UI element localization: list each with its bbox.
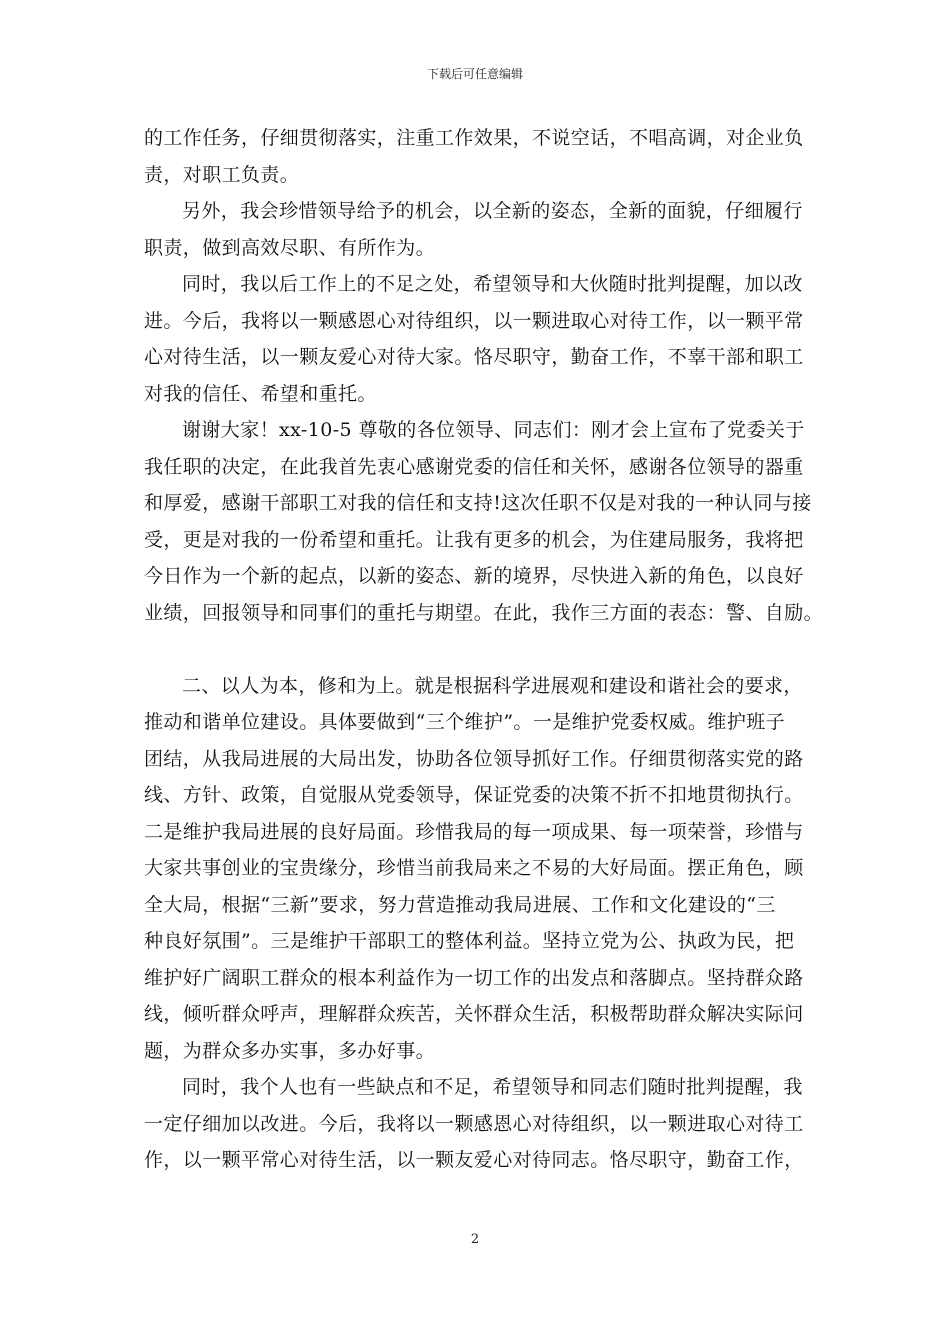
text-line: 进。今后，我将以一颗感恩心对待组织，以一颗进取心对待工作，以一颗平常 — [144, 309, 804, 332]
blank-line — [144, 631, 806, 668]
text-line: 对我的信任、希望和重托。 — [144, 382, 377, 405]
text-line: 同时，我个人也有一些缺点和不足，希望领导和同志们随时批判提醒，我 — [182, 1076, 803, 1098]
text-line: 业绩，回报领导和同事们的重托与期望。在此，我作三方面的表态：警、自励。 — [144, 601, 824, 624]
text-line: 受，更是对我的一份希望和重托。让我有更多的机会，为住建局服务，我将把 — [144, 528, 804, 551]
page-number: 2 — [470, 1232, 480, 1247]
text-line: 同时，我以后工作上的不足之处，希望领导和大伙随时批判提醒，加以改 — [182, 273, 803, 295]
text-line: 二是维护我局进展的良好局面。珍惜我局的每一项成果、每一项荣誉，珍惜与 — [144, 820, 804, 843]
paragraph — [144, 412, 824, 631]
paragraph — [144, 193, 806, 266]
paragraph — [144, 266, 806, 412]
text-line: 一定仔细加以改进。今后，我将以一颗感恩心对待组织，以一颗进取心对待工 — [144, 1112, 804, 1135]
text-line: 种良好氛围”。三是维护干部职工的整体利益。坚持立党为公、执政为民，把 — [144, 930, 795, 952]
text-line: 心对待生活，以一颗友爱心对待大家。恪尽职守，勤奋工作，不辜干部和职工 — [144, 346, 804, 368]
paragraph — [144, 1069, 806, 1179]
paragraph — [144, 120, 806, 193]
text-line: 和厚爱，感谢干部职工对我的信任和支持!这次任职不仅是对我的一种认同与接 — [144, 492, 812, 514]
text-line: 今日作为一个新的起点，以新的姿态、新的境界，尽快进入新的角色，以良好 — [144, 565, 804, 587]
text-line: 大家共事创业的宝贵缘分，珍惜当前我局来之不易的大好局面。摆正角色，顾 — [144, 857, 804, 879]
text-line: 谢谢大家！xx-10-5 尊敬的各位领导、同志们：刚才会上宣布了党委关于 — [182, 419, 805, 441]
text-line: 责，对职工负责。 — [144, 163, 300, 186]
text-line: 作，以一颗平常心对待生活，以一颗友爱心对待同志。恪尽职守，勤奋工作， — [144, 1149, 804, 1171]
text-line: 题，为群众多办实事，多办好事。 — [144, 1039, 436, 1062]
text-line: 线，倾听群众呼声，理解群众疾苦，关怀群众生活，积极帮助群众解决实际问 — [144, 1003, 804, 1025]
text-line: 全大局，根据“三新”要求，努力营造推动我局进展、工作和文化建设的“三 — [144, 893, 776, 916]
text-line: 线、方针、政策，自觉服从党委领导，保证党委的决策不折不扣地贯彻执行。 — [144, 784, 804, 806]
text-line: 推动和谐单位建设。具体要做到“三个维护”。一是维护党委权威。维护班子 — [144, 711, 786, 733]
text-line: 职责，做到高效尽职、有所作为。 — [144, 236, 436, 259]
paragraph — [144, 668, 806, 1070]
text-line: 另外，我会珍惜领导给予的机会，以全新的姿态，全新的面貌，仔细履行 — [182, 200, 803, 222]
text-line: 维护好广阔职工群众的根本利益作为一切工作的出发点和落脚点。坚持群众路 — [144, 966, 804, 989]
document-body — [144, 120, 824, 1179]
text-line: 我任职的决定，在此我首先衷心感谢党委的信任和关怀，感谢各位领导的器重 — [144, 455, 804, 478]
text-line: 的工作任务，仔细贯彻落实，注重工作效果，不说空话，不唱高调，对企业负 — [144, 127, 804, 149]
text-line: 团结，从我局进展的大局出发，协助各位领导抓好工作。仔细贯彻落实党的路 — [144, 747, 804, 770]
page-header: 下载后可任意编辑 — [426, 67, 523, 81]
text-line: 二、以人为本，修和为上。就是根据科学进展观和建设和谐社会的要求， — [182, 674, 803, 697]
